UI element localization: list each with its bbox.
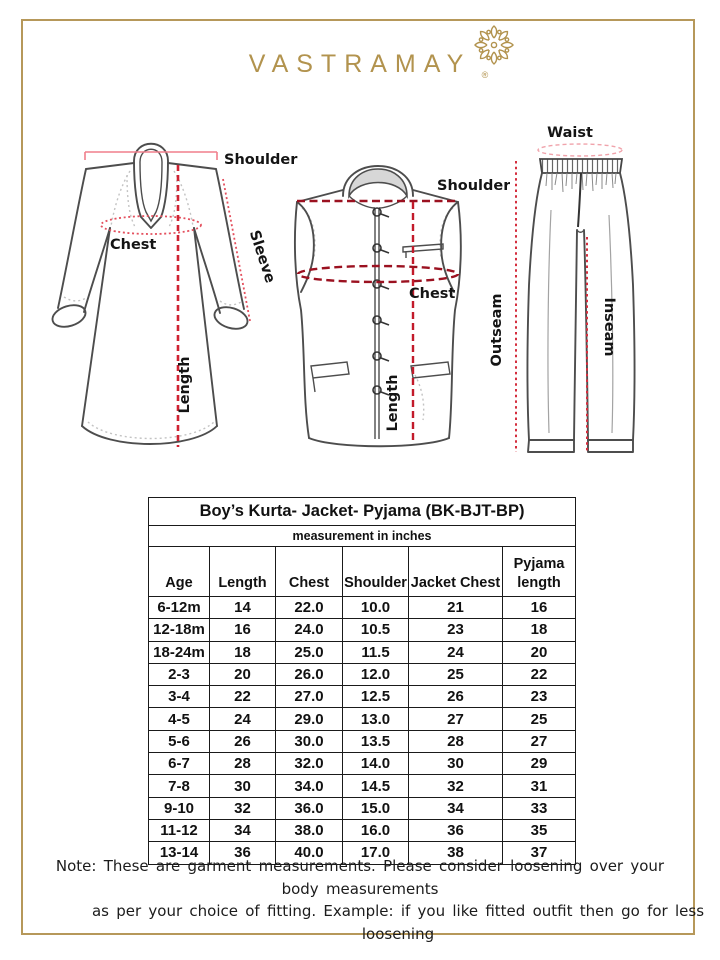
table-cell: 30 [210, 775, 276, 797]
table-cell: 23 [503, 686, 576, 708]
pyjama-cuff-right [588, 440, 633, 452]
pyjama-front-rise [578, 173, 581, 227]
brand-header [0, 50, 720, 79]
table-row [149, 686, 576, 708]
table-cell: 26.0 [276, 663, 343, 685]
table-cell: 12-18m [149, 619, 210, 641]
table-cell: 25 [503, 708, 576, 730]
jacket-measurement-diagram [285, 150, 510, 460]
table-cell: 35 [503, 819, 576, 841]
table-cell: 11.5 [343, 641, 409, 663]
kurta-collar-placket-inner [140, 149, 162, 221]
kurta-placket-seam-right [169, 175, 177, 227]
table-cell: 3-4 [149, 686, 210, 708]
table-cell: 28 [409, 730, 503, 752]
column-header-shoulder: Shoulder [343, 547, 409, 597]
table-row [149, 641, 576, 663]
table-cell: 16.0 [343, 819, 409, 841]
table-cell: 34 [409, 797, 503, 819]
jacket-shoulder-label: Shoulder [437, 178, 510, 194]
table-cell: 10.0 [343, 597, 409, 619]
pyjama-outseam-label: Outseam [489, 293, 505, 367]
table-cell: 38.0 [276, 819, 343, 841]
kurta-side-left [82, 228, 110, 426]
kurta-shoulder-right [168, 163, 216, 169]
kurta-cuff-left [50, 301, 88, 330]
jacket-length-label: Length [385, 374, 401, 432]
brand-logo-text: VASTRAMAY [248, 50, 472, 78]
table-cell: 21 [409, 597, 503, 619]
table-row [149, 708, 576, 730]
table-row [149, 663, 576, 685]
column-header-length: Length [210, 547, 276, 597]
kurta-hem-seam [88, 422, 214, 439]
jacket-lower-pocket-right [411, 362, 450, 378]
note-line-2: as per your choice of fitting. Example: if you like fitted outfit then go for less loosening [91, 902, 705, 943]
mandala-flower-icon [471, 22, 517, 68]
kurta-shoulder-label: Shoulder [224, 152, 298, 168]
kurta-sleeve-measure-line [223, 179, 250, 321]
table-cell: 36 [210, 842, 276, 864]
jacket-side-right [449, 202, 461, 438]
table-cell: 16 [210, 619, 276, 641]
table-cell: 14 [210, 597, 276, 619]
table-cell: 13-14 [149, 842, 210, 864]
table-cell: 36.0 [276, 797, 343, 819]
kurta-shoulder-left [86, 163, 134, 169]
table-cell: 33 [503, 797, 576, 819]
kurta-sleeve-outer-left [58, 169, 86, 308]
table-row [149, 730, 576, 752]
table-row [149, 597, 576, 619]
table-cell: 5-6 [149, 730, 210, 752]
table-row [149, 797, 576, 819]
table-cell: 27 [409, 708, 503, 730]
table-cell: 24 [210, 708, 276, 730]
table-cell: 16 [503, 597, 576, 619]
size-chart-subtitle: measurement in inches [149, 526, 576, 547]
kurta-cuff-seam-left [64, 297, 86, 301]
table-cell: 37 [503, 842, 576, 864]
jacket-side-left [295, 202, 309, 438]
table-cell: 34.0 [276, 775, 343, 797]
jacket-hem [309, 438, 449, 446]
kurta-measurement-diagram [38, 125, 303, 470]
table-cell: 30 [409, 753, 503, 775]
table-row [149, 775, 576, 797]
table-cell: 27.0 [276, 686, 343, 708]
table-row [149, 619, 576, 641]
table-cell: 10.5 [343, 619, 409, 641]
kurta-cuff-seam-right [220, 301, 241, 305]
table-cell: 26 [409, 686, 503, 708]
table-cell: 20 [210, 663, 276, 685]
kurta-sleeve-inner-right [194, 228, 220, 313]
table-cell: 4-5 [149, 708, 210, 730]
table-cell: 12.0 [343, 663, 409, 685]
kurta-chest-label: Chest [110, 237, 157, 253]
kurta-shoulder-measure-line [85, 152, 217, 160]
table-cell: 40.0 [276, 842, 343, 864]
table-cell: 30.0 [276, 730, 343, 752]
table-cell: 2-3 [149, 663, 210, 685]
table-cell: 28 [210, 753, 276, 775]
jacket-breast-pocket [403, 244, 443, 258]
pyjama-waistband [540, 159, 622, 173]
table-cell: 22.0 [276, 597, 343, 619]
pyjama-outer-left [528, 173, 543, 440]
jacket-chest-label: Chest [409, 286, 456, 302]
kurta-sleeve-inner-left [84, 228, 110, 312]
table-cell: 34 [210, 819, 276, 841]
pyjama-inseam-label: Inseam [601, 297, 617, 357]
pyjama-measurement-diagram [485, 115, 670, 480]
table-cell: 32 [210, 797, 276, 819]
pyjama-waist-label: Waist [547, 125, 593, 141]
registered-trademark-symbol: ® [481, 70, 489, 80]
table-cell: 9-10 [149, 797, 210, 819]
table-cell: 26 [210, 730, 276, 752]
table-cell: 18 [210, 641, 276, 663]
pyjama-outer-right [620, 173, 635, 440]
pyjama-waist-measure-ellipse [538, 144, 622, 156]
table-cell: 25.0 [276, 641, 343, 663]
jacket-lower-pocket-left [311, 362, 349, 392]
table-row [149, 753, 576, 775]
table-cell: 18-24m [149, 641, 210, 663]
table-cell: 29.0 [276, 708, 343, 730]
table-cell: 6-12m [149, 597, 210, 619]
column-header-jacket-chest: Jacket Chest [409, 547, 503, 597]
table-cell: 32.0 [276, 753, 343, 775]
table-cell: 22 [210, 686, 276, 708]
table-cell: 23 [409, 619, 503, 641]
table-cell: 11-12 [149, 819, 210, 841]
table-cell: 31 [503, 775, 576, 797]
table-cell: 18 [503, 619, 576, 641]
jacket-pocket-seam [415, 375, 424, 420]
table-cell: 14.5 [343, 775, 409, 797]
size-chart-title: Boy’s Kurta- Jacket- Pyjama (BK-BJT-BP) [149, 498, 576, 526]
table-cell: 38 [409, 842, 503, 864]
table-cell: 24.0 [276, 619, 343, 641]
kurta-side-right [194, 228, 217, 426]
table-cell: 13.5 [343, 730, 409, 752]
size-table-body [149, 597, 576, 865]
table-row [149, 819, 576, 841]
table-cell: 14.0 [343, 753, 409, 775]
kurta-hem [82, 426, 217, 444]
kurta-length-label: Length [177, 356, 193, 414]
column-header-chest: Chest [276, 547, 343, 597]
table-cell: 7-8 [149, 775, 210, 797]
column-header-age: Age [149, 547, 210, 597]
measurement-note [38, 855, 705, 945]
pyjama-inner-left [574, 230, 577, 440]
jacket-collar-back [349, 169, 407, 196]
table-cell: 13.0 [343, 708, 409, 730]
table-cell: 27 [503, 730, 576, 752]
kurta-chest-measure-ellipse [101, 216, 201, 234]
size-chart-table [148, 497, 576, 865]
column-header-pyjama-length: Pyjama length [503, 547, 576, 597]
table-cell: 32 [409, 775, 503, 797]
table-cell: 12.5 [343, 686, 409, 708]
table-cell: 29 [503, 753, 576, 775]
pyjama-cuff-left [528, 440, 574, 452]
pyjama-crease-left [548, 210, 551, 433]
table-cell: 36 [409, 819, 503, 841]
table-cell: 25 [409, 663, 503, 685]
note-line-1: Note: These are garment measurements. Please consider loosening over your body measurements [55, 857, 665, 898]
table-cell: 22 [503, 663, 576, 685]
kurta-sleeve-outer-right [216, 169, 244, 309]
table-cell: 15.0 [343, 797, 409, 819]
table-cell: 6-7 [149, 753, 210, 775]
table-cell: 20 [503, 641, 576, 663]
table-cell: 17.0 [343, 842, 409, 864]
pyjama-crotch [577, 230, 584, 232]
table-cell: 24 [409, 641, 503, 663]
kurta-sleeve-label: Sleeve [245, 228, 278, 286]
